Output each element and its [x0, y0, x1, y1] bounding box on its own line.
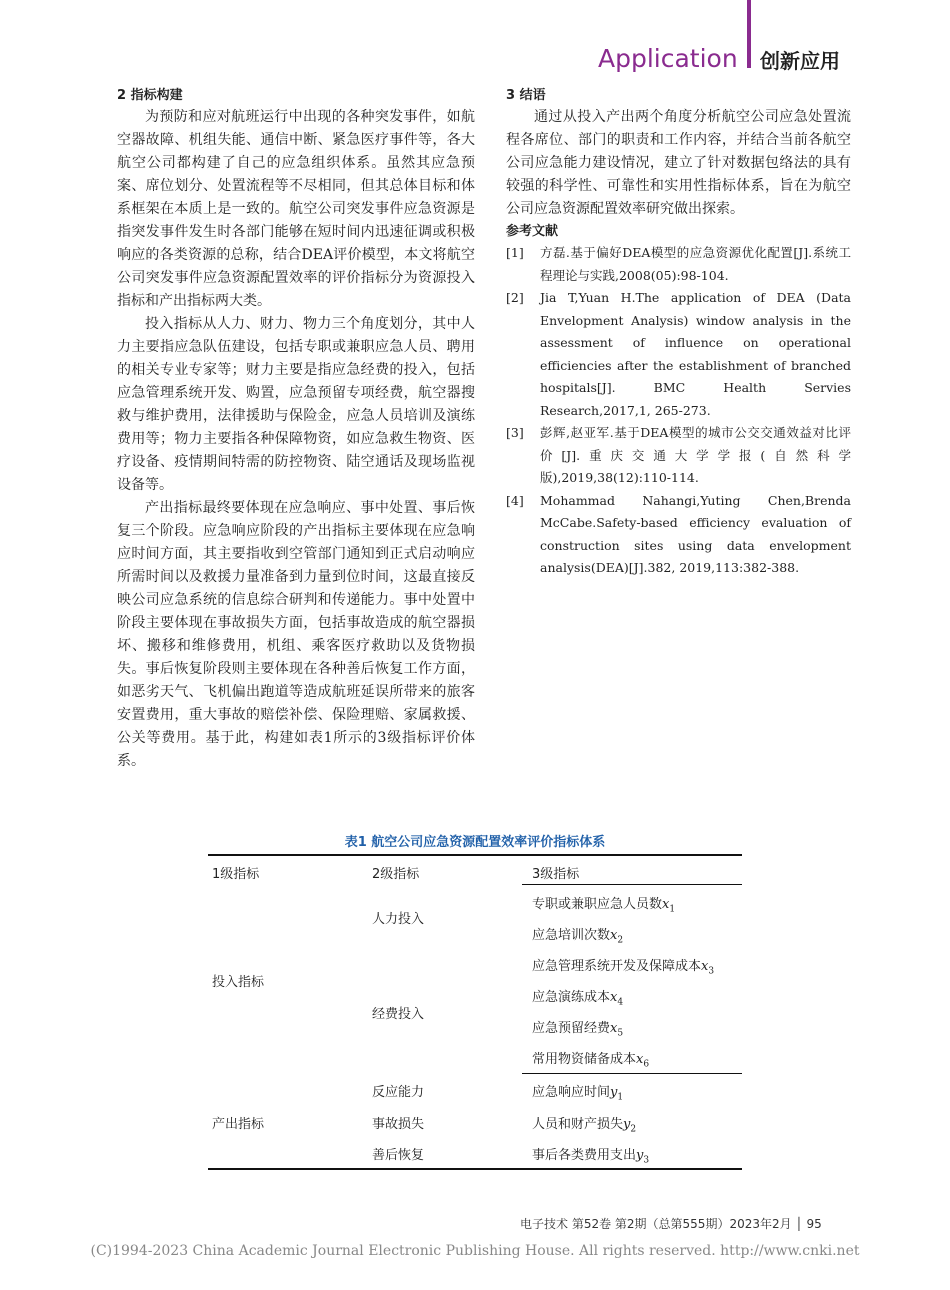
table-header-level2: 2级指标 — [372, 867, 420, 882]
reference-number: [4] — [506, 492, 524, 508]
journal-footer: 电子技术 第52卷 第2期（总第555期）2023年2月 │ 95 — [520, 1217, 822, 1231]
variable-symbol: $x_5$ — [610, 1021, 624, 1039]
level3-cell — [532, 986, 623, 1008]
reference-text: Mohammad Nahangi,Yuting Chen,Brenda McCabe.Safety-based efficiency evaluation of construction sites using data envelopment analysis(DEA)[J].382, 2019,113:382-388. — [540, 492, 851, 575]
level3-cell — [532, 955, 714, 977]
variable-symbol: $x_2$ — [610, 928, 624, 946]
variable-symbol: $y_3$ — [636, 1148, 650, 1166]
right-column — [506, 87, 851, 580]
body-paragraph: 为预防和应对航班运行中出现的各种突发事件，如航空器故障、机组失能、通信中断、紧急医疗事件等，各大航空公司都构建了自己的应急组织体系。虽然其应急预案、席位划分、处置流程等不尽相同，但其总体目标和体系框架在本质上是一致的。航空公司突发事件应急资源是指突发事件发生时各部门能够在短时间内迅速征调或积极响应的各类资源的总称，结合DEA评价模型，本文将航空公司突发事件应急资源配置效率的评价指标分为资源投入指标和产出指标两大类。 — [117, 109, 475, 309]
level2-cell: 人力投入 — [372, 912, 425, 927]
variable-symbol: $y_2$ — [623, 1117, 637, 1135]
level1-input-indicator: 投入指标 — [212, 975, 265, 990]
reference-item — [506, 242, 851, 287]
table-top-rule — [208, 854, 742, 856]
body-paragraph: 产出指标最终要体现在应急响应、事中处置、事后恢复三个阶段。应急响应阶段的产出指标主要体现在应急响应时间方面，其主要指收到空管部门通知到正式启动响应所需时间以及救援力量准备到力量到位时间，这最直接反映公司应急系统的信息综合研判和传递能力。事中处置中阶段主要体现在事故损失方面，包括事故造成的航空器损坏、搬移和维修费用，机组、乘客医疗救助以及货物损失。事后恢复阶段则主要体现在各种善后恢复工作方面，如恶劣天气、飞机偏出跑道等造成航班延误所带来的旅客安置费用，重大事故的赔偿补偿、保险理赔、家属救援、公关等费用。基于此，构建如表1所示的3级指标评价体系。 — [117, 500, 475, 769]
header-accent-bar — [747, 0, 751, 68]
reference-item — [506, 422, 851, 490]
table-header-level3: 3级指标 — [532, 867, 580, 882]
level3-cell — [532, 1081, 623, 1103]
level3-cell — [532, 1113, 636, 1135]
header-section-title: 创新应用 — [760, 49, 840, 73]
level2-cell: 事故损失 — [372, 1117, 425, 1132]
level3-cell — [532, 893, 675, 915]
level3-label: 人员和财产损失 — [532, 1117, 624, 1132]
reference-item — [506, 287, 851, 422]
table-caption: 表1 航空公司应急资源配置效率评价指标体系 — [344, 835, 606, 850]
level3-cell — [532, 924, 623, 946]
variable-symbol: $y_1$ — [610, 1085, 624, 1103]
section-heading-indicators: 2 指标构建 — [117, 88, 183, 103]
level3-label: 应急培训次数 — [532, 928, 611, 943]
level3-cell — [532, 1017, 623, 1039]
table-header-rule — [522, 884, 742, 885]
reference-number: [2] — [506, 290, 524, 305]
variable-symbol: $x_3$ — [701, 959, 715, 977]
level3-cell — [532, 1048, 649, 1070]
level3-label: 常用物资储备成本 — [532, 1052, 637, 1067]
level3-label: 应急管理系统开发及保障成本 — [532, 959, 702, 974]
copyright-line: (C)1994-2023 China Academic Journal Electronic Publishing House. All rights reserved. http://www.cnki.net — [90, 1243, 860, 1259]
body-paragraph: 投入指标从人力、财力、物力三个角度划分，其中人力主要指应急队伍建设，包括专职或兼职应急人员、聘用的相关专业专家等；财力主要是指应急经费的投入，包括应急管理系统开发、购置，应急预留专项经费，航空器搜救与维护费用，法律援助与保险金，应急人员培训及演练费用等；物力主要指各种保障物资，如应急救生物资、医疗设备、疫情期间特需的防控物资、陆空通话及现场监视设备等。 — [117, 316, 475, 493]
level2-cell: 反应能力 — [372, 1085, 425, 1100]
variable-symbol: $x_1$ — [662, 897, 676, 915]
reference-number: [3] — [506, 425, 524, 440]
level3-label: 专职或兼职应急人员数 — [532, 897, 663, 912]
table-bottom-rule — [208, 1168, 742, 1170]
level3-label: 应急预留经费 — [532, 1021, 611, 1036]
references-heading: 参考文献 — [506, 224, 559, 239]
level3-cell — [532, 1144, 649, 1166]
reference-text: 彭辉,赵亚军.基于DEA模型的城市公交交通效益对比评价[J].重庆交通大学学报(自然科学版),2019,38(12):110-114. — [540, 425, 851, 485]
table-header-level1: 1级指标 — [212, 867, 260, 882]
level2-cell: 经费投入 — [372, 1007, 425, 1022]
left-column — [117, 87, 475, 773]
level3-label: 应急响应时间 — [532, 1085, 611, 1100]
variable-symbol: $x_6$ — [636, 1052, 650, 1070]
level3-label: 应急演练成本 — [532, 990, 611, 1005]
header-application-label: Application — [598, 44, 738, 73]
section-heading-conclusion: 3 结语 — [506, 88, 546, 103]
reference-text: 方磊.基于偏好DEA模型的应急资源优化配置[J].系统工程理论与实践,2008(05):98-104. — [540, 245, 851, 283]
level3-label: 事后各类费用支出 — [532, 1148, 637, 1163]
level1-output-indicator: 产出指标 — [212, 1117, 265, 1132]
table-section-rule — [522, 1073, 742, 1074]
level2-cell: 善后恢复 — [372, 1148, 425, 1163]
reference-item — [506, 490, 851, 580]
variable-symbol: $x_4$ — [610, 990, 624, 1008]
reference-number: [1] — [506, 245, 524, 260]
reference-text: Jia T,Yuan H.The application of DEA (Data Envelopment Analysis) window analysis in the assessment of influence on operational efficiencies after the establishment of branched hospitals[J]. BMC Health Servies Research,2017,1, 265-273. — [540, 290, 851, 418]
conclusion-paragraph: 通过从投入产出两个角度分析航空公司应急处置流程各席位、部门的职责和工作内容，并结合当前各航空公司应急能力建设情况，建立了针对数据包络法的具有较强的科学性、可靠性和实用性指标体系，旨在为航空公司应急资源配置效率研究做出探索。 — [506, 109, 851, 217]
